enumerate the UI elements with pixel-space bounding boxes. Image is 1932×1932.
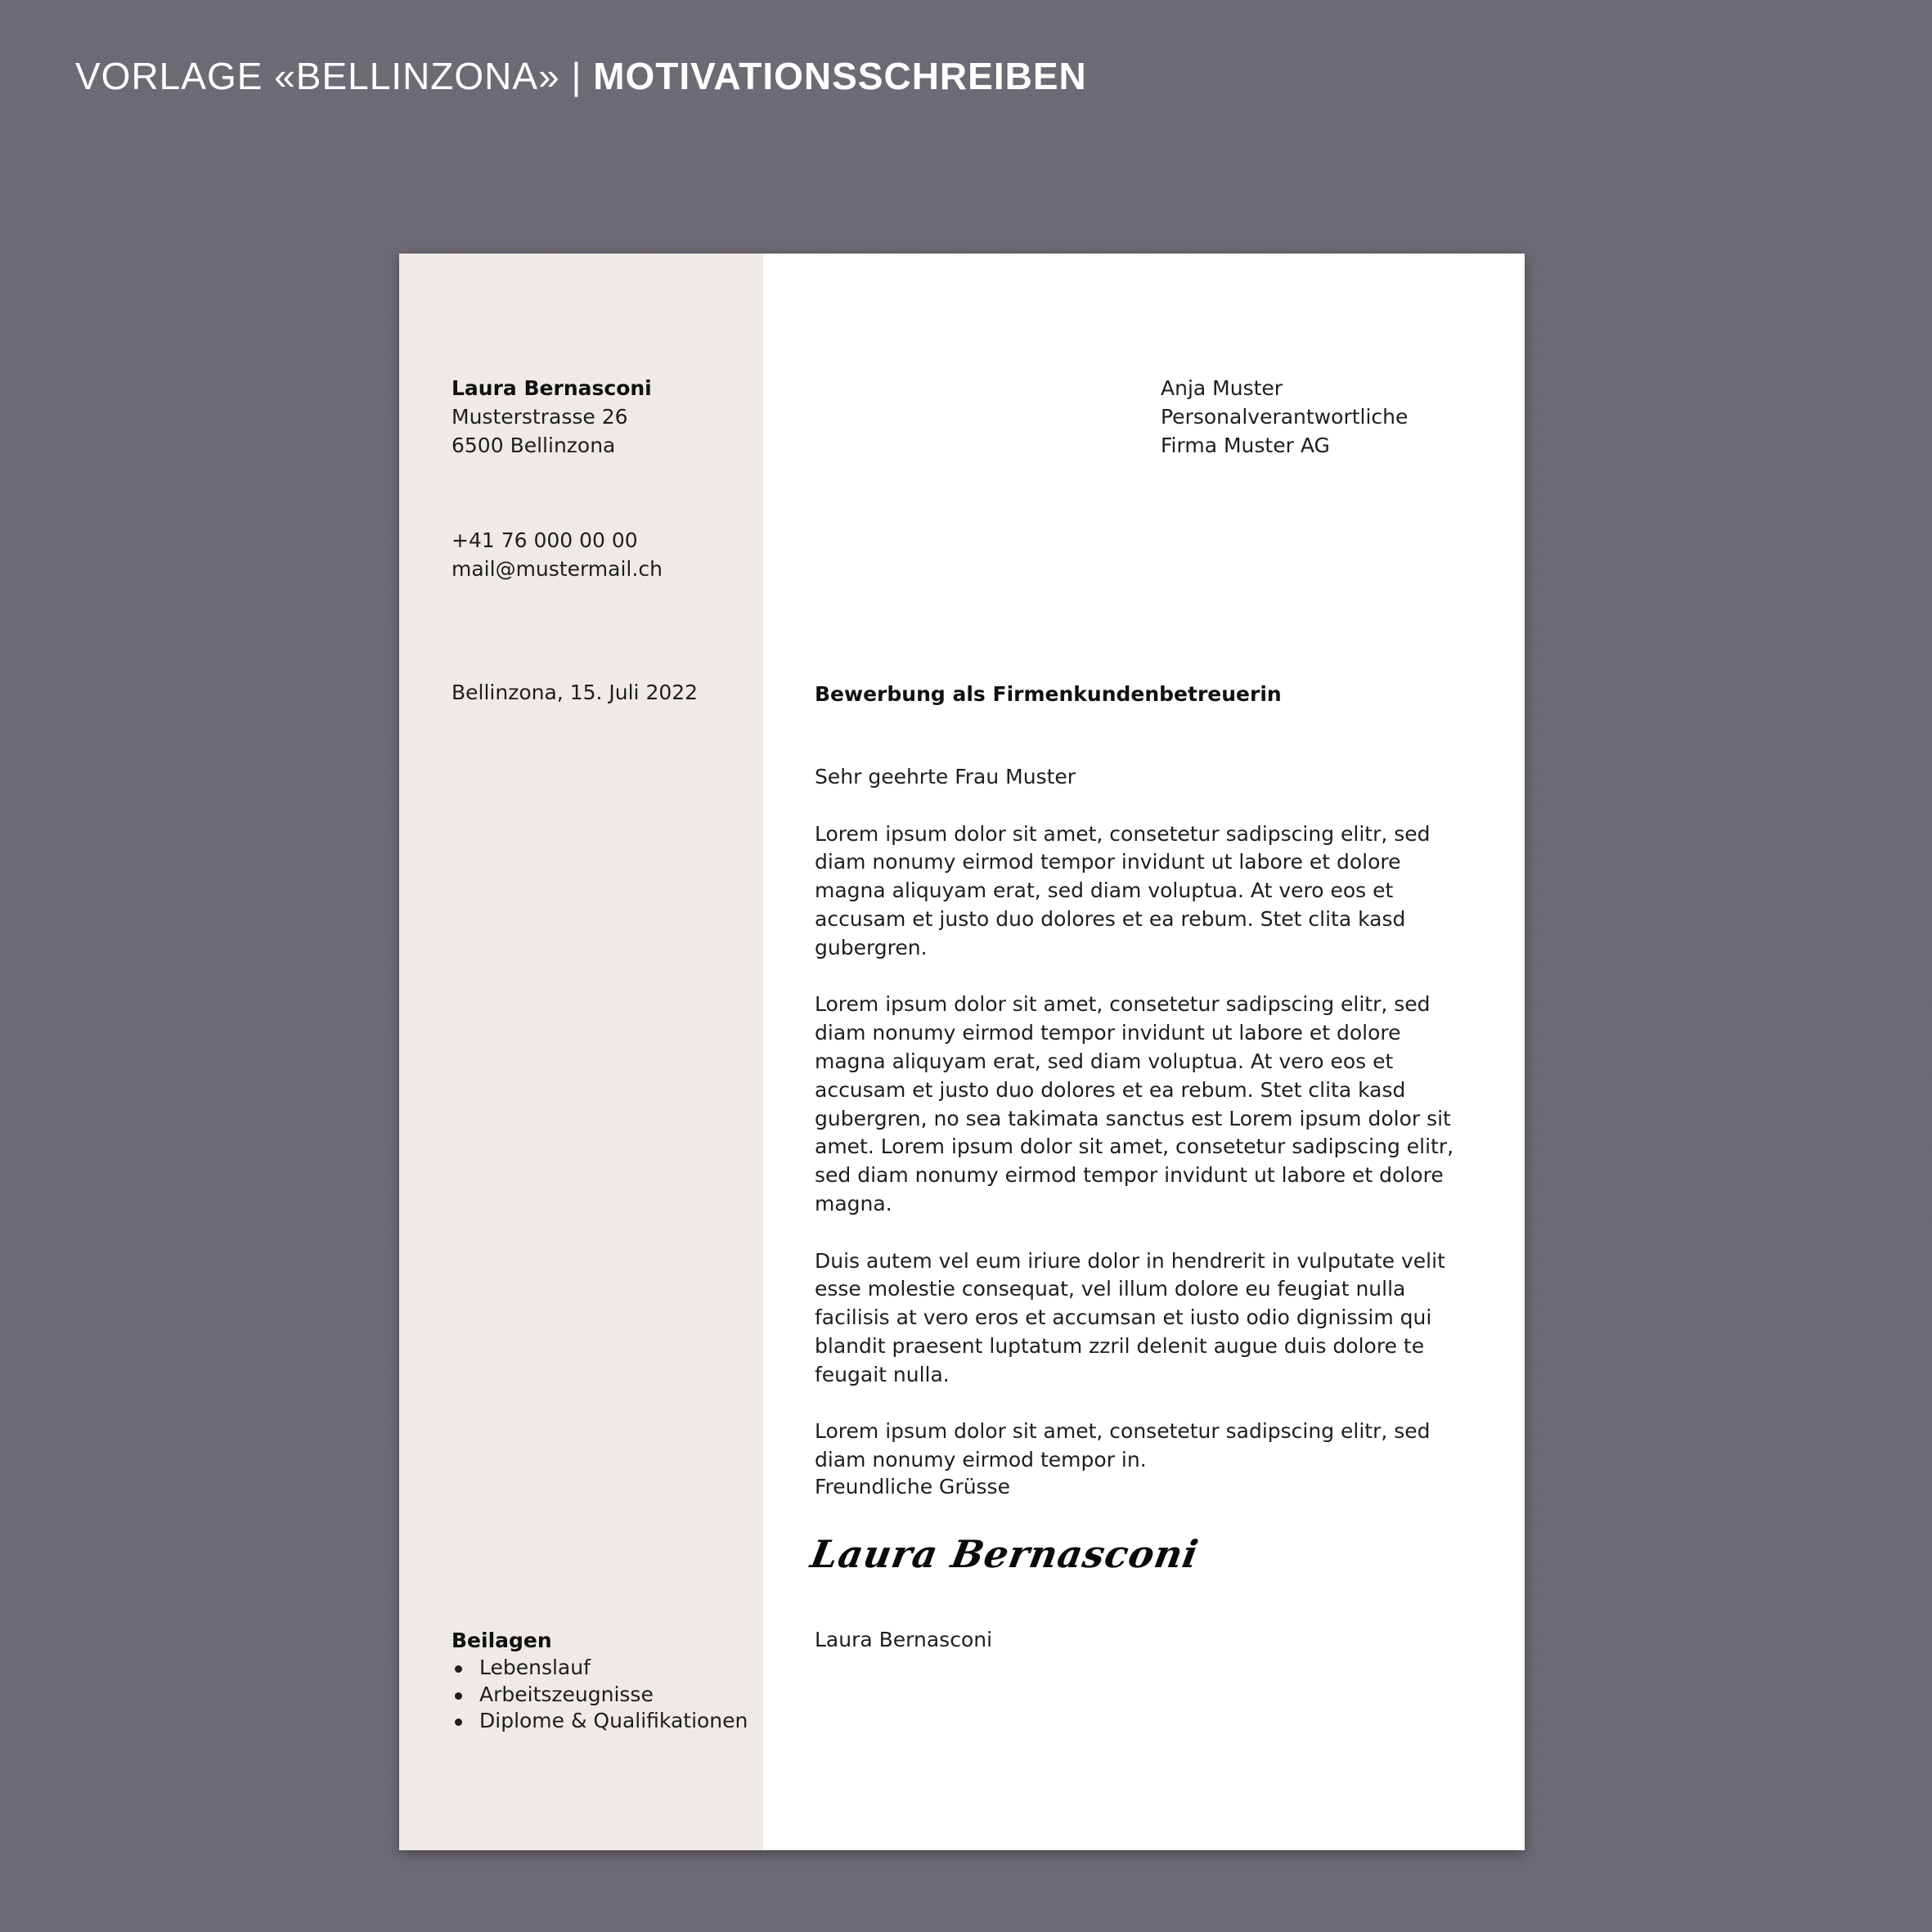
closing-phrase: Freundliche Grüsse (815, 1475, 1010, 1498)
enclosures-list (452, 1655, 748, 1735)
body-paragraph-3: Duis autem vel eum iriure dolor in hendrerit in vulputate velit esse molestie consequat, vel illum dolore eu feugiat nulla facilisis at vero eros et accumsan et iusto odio dignissim qui blandit praesent luptatum zzril delenit augue duis dolore te feugait nulla. (815, 1248, 1445, 1386)
recipient-address (1161, 375, 1408, 460)
handwritten-signature: Laura Bernasconi (807, 1532, 1202, 1576)
list-item: Diplome & Qualifikationen (452, 1708, 748, 1735)
body-paragraph-1: Lorem ipsum dolor sit amet, consetetur sadipscing elitr, sed diam nonumy eirmod tempor invidunt ut labore et dolore magna aliquyam erat, sed diam voluptua. At vero eos et accusam et justo duo dolores et ea rebum. Stet clita kasd gubergren. (815, 821, 1431, 959)
body-paragraph-2: Lorem ipsum dolor sit amet, consetetur sadipscing elitr, sed diam nonumy eirmod tempor invidunt ut labore et dolore magna aliquyam erat, sed diam voluptua. At vero eos et accusam et justo duo dolores et ea rebum. Stet clita kasd gubergren, no sea takimata sanctus est Lorem ipsum dolor sit amet. Lorem ipsum dolor sit amet, consetetur sadipscing elitr, sed diam nonumy eirmod tempor invidunt ut labore et dolore magna. (815, 992, 1454, 1215)
recipient-company: Firma Muster AG (1161, 433, 1330, 457)
sender-address (452, 375, 652, 460)
sender-street: Musterstrasse 26 (452, 404, 628, 429)
page-title-bold: MOTIVATIONSSCHREIBEN (593, 55, 1087, 97)
letter-sidebar (399, 254, 763, 1850)
salutation: Sehr geehrte Frau Muster (815, 765, 1076, 789)
sender-email: mail@mustermail.ch (452, 556, 663, 581)
sender-name: Laura Bernasconi (452, 376, 652, 400)
sender-phone: +41 76 000 00 00 (452, 528, 638, 552)
page-title (75, 54, 1087, 98)
sender-city: 6500 Bellinzona (452, 433, 616, 457)
page-title-prefix: VORLAGE «BELLINZONA» | (75, 55, 594, 97)
sender-contact (452, 527, 663, 584)
list-item: Lebenslauf (452, 1655, 748, 1682)
printed-name: Laura Bernasconi (815, 1628, 993, 1651)
letter-body (815, 763, 1469, 1503)
recipient-name: Anja Muster (1161, 376, 1283, 400)
enclosures-title: Beilagen (452, 1629, 552, 1652)
list-item: Arbeitszeugnisse (452, 1682, 748, 1709)
letter-page (399, 254, 1525, 1850)
body-paragraph-4: Lorem ipsum dolor sit amet, consetetur sadipscing elitr, sed diam nonumy eirmod tempor in. (815, 1419, 1431, 1472)
letter-subject: Bewerbung als Firmenkundenbetreuerin (815, 682, 1282, 706)
letter-date: Bellinzona, 15. Juli 2022 (452, 681, 699, 704)
recipient-role: Personalverantwortliche (1161, 404, 1409, 429)
